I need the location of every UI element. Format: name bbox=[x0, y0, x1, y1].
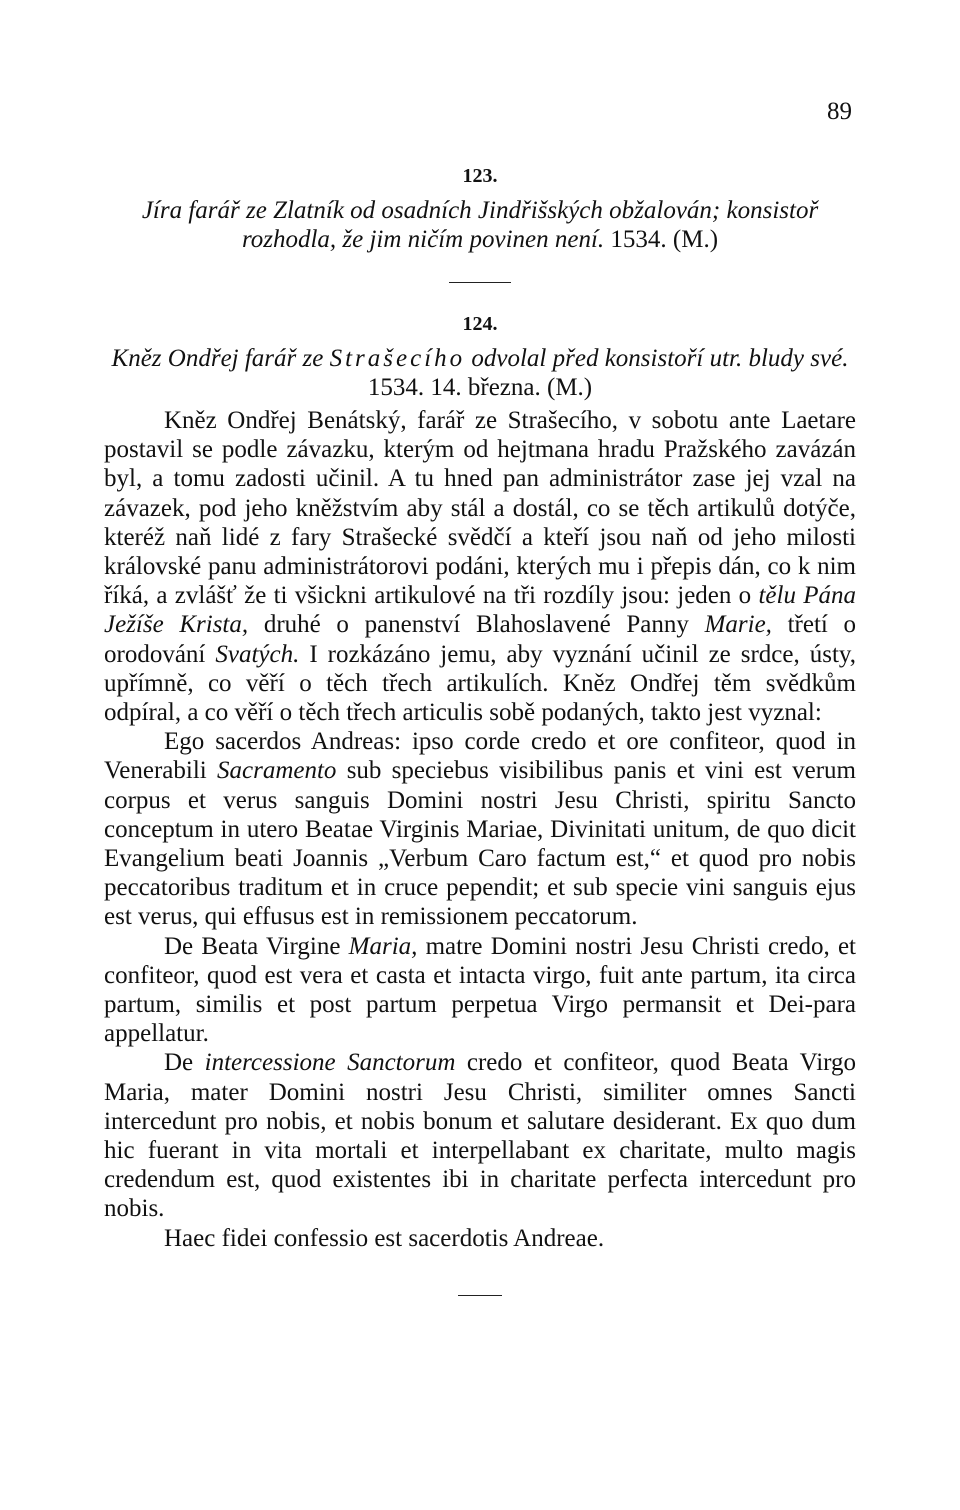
document-number-124: 124. bbox=[462, 313, 498, 335]
p2-text-b: sub speciebus visibilibus panis et vini est verum corpus et verus sanguis Domini nostri Jesu Christi, spiritu Sancto conceptum in utero Beatae Virginis Mariae, Divinitati unitum, de quo dicit Evangelium beati Joannis „Verbum Caro factum est,“ et quod pro nobis peccatoribus traditum et in cruce pependit; et sub specie vini sanguis ejus est verus, qui effusus est in remissionem peccatorum. bbox=[104, 757, 856, 931]
paragraph-1 bbox=[104, 406, 856, 727]
regest-124-text-b: odvolal před konsistoří utr. bludy své. bbox=[471, 345, 849, 372]
p4-italic-1: intercessione Sanctorum bbox=[204, 1049, 456, 1077]
page-number: 89 bbox=[827, 98, 852, 125]
p1-italic-1: tělu Pána Ježíše Krista, bbox=[104, 582, 856, 639]
paragraph-5: Haec fidei confessio est sacerdotis Andreae. bbox=[164, 1224, 605, 1252]
p2-text-a: Ego sacerdos Andreas: ipso corde credo et ore confiteor, quod in Venerabili bbox=[104, 728, 856, 785]
p1-text-d: I rozkázáno jemu, aby vyznání učinil ze srdce, ústy, upřímně, co věří o těch třech artikulích. Kněz Ondřej těm svědkům odpíral, a co věří o těch třech articulis sobě podaných, takto jest vyznal: bbox=[104, 640, 857, 727]
regest-124-text-a: Kněz Ondřej farář ze bbox=[111, 345, 324, 372]
regest-124 bbox=[104, 344, 856, 402]
p3-text-a: De Beata Virgine bbox=[164, 932, 341, 960]
regest-124-place: Strašecího bbox=[329, 345, 466, 372]
section-divider bbox=[449, 282, 511, 283]
regest-123-date: 1534. (M.) bbox=[610, 226, 719, 253]
p1-text-b: druhé o panenství Blahoslavené Panny bbox=[263, 611, 689, 639]
p4-text-b: credo et confiteor, quod Beata Virgo Maria, mater Domini nostri Jesu Christi, similiter omnes Sancti intercedunt pro nobis, et nobis bonum et salutare desiderant. Ex quo dum hic fuerant in vita mortali et interpellabant ex charitate, multo magis credendum est, quod existentes ibi in charitate perfecta intercedunt pro nobis. bbox=[104, 1049, 857, 1223]
regest-123-text: Jíra farář ze Zlatník od osadních Jindřišských obžalován; konsistoř rozhodla, že jim ničím povinen není. bbox=[141, 197, 819, 253]
page-content bbox=[104, 165, 856, 1296]
p1-italic-3: Svatých. bbox=[215, 640, 300, 668]
regest-124-date: 1534. 14. března. (M.) bbox=[367, 374, 593, 401]
p3-italic-1: Maria, bbox=[348, 932, 418, 960]
regest-123 bbox=[104, 196, 856, 254]
end-divider bbox=[458, 1295, 502, 1296]
paragraph-2 bbox=[104, 727, 856, 931]
p1-text-a: Kněz Ondřej Benátský, farář ze Strašecího, v sobotu ante Laetare postavil se podle závazku, kterým od hejtmana hradu Pražského zavázán byl, a tomu zadosti učinil. A tu hned pan administrátor zase jej vzal na závazek, pod jeho kněžstvím aby stál a dostál, co se těch artikulů dotýče, kteréž naň lidé z fary Strašecké svědčí a kteří jsou naň od jeho milosti královské panu administrátorovi podáni, kterých mu i přepis dán, co k nim říká, a zvlášť že ti všickni artikulové na tři rozdíly jsou: jeden o bbox=[104, 407, 856, 610]
document-number-123: 123. bbox=[462, 165, 498, 187]
p1-text-c: třetí o orodování bbox=[104, 611, 857, 668]
p3-text-b: matre Domini nostri Jesu Christi credo, et confiteor, quod est vera et casta et intacta virgo, fuit ante partum, ita circa partum, similis et post partum perpetua Virgo permansit et Dei-para appellatur. bbox=[104, 932, 856, 1048]
document-body bbox=[104, 406, 856, 1253]
p4-text-a: De bbox=[164, 1049, 194, 1077]
p2-italic-1: Sacramento bbox=[217, 757, 337, 785]
p1-italic-2: Marie, bbox=[704, 611, 772, 639]
paragraph-3 bbox=[104, 932, 856, 1049]
paragraph-4 bbox=[104, 1048, 856, 1223]
